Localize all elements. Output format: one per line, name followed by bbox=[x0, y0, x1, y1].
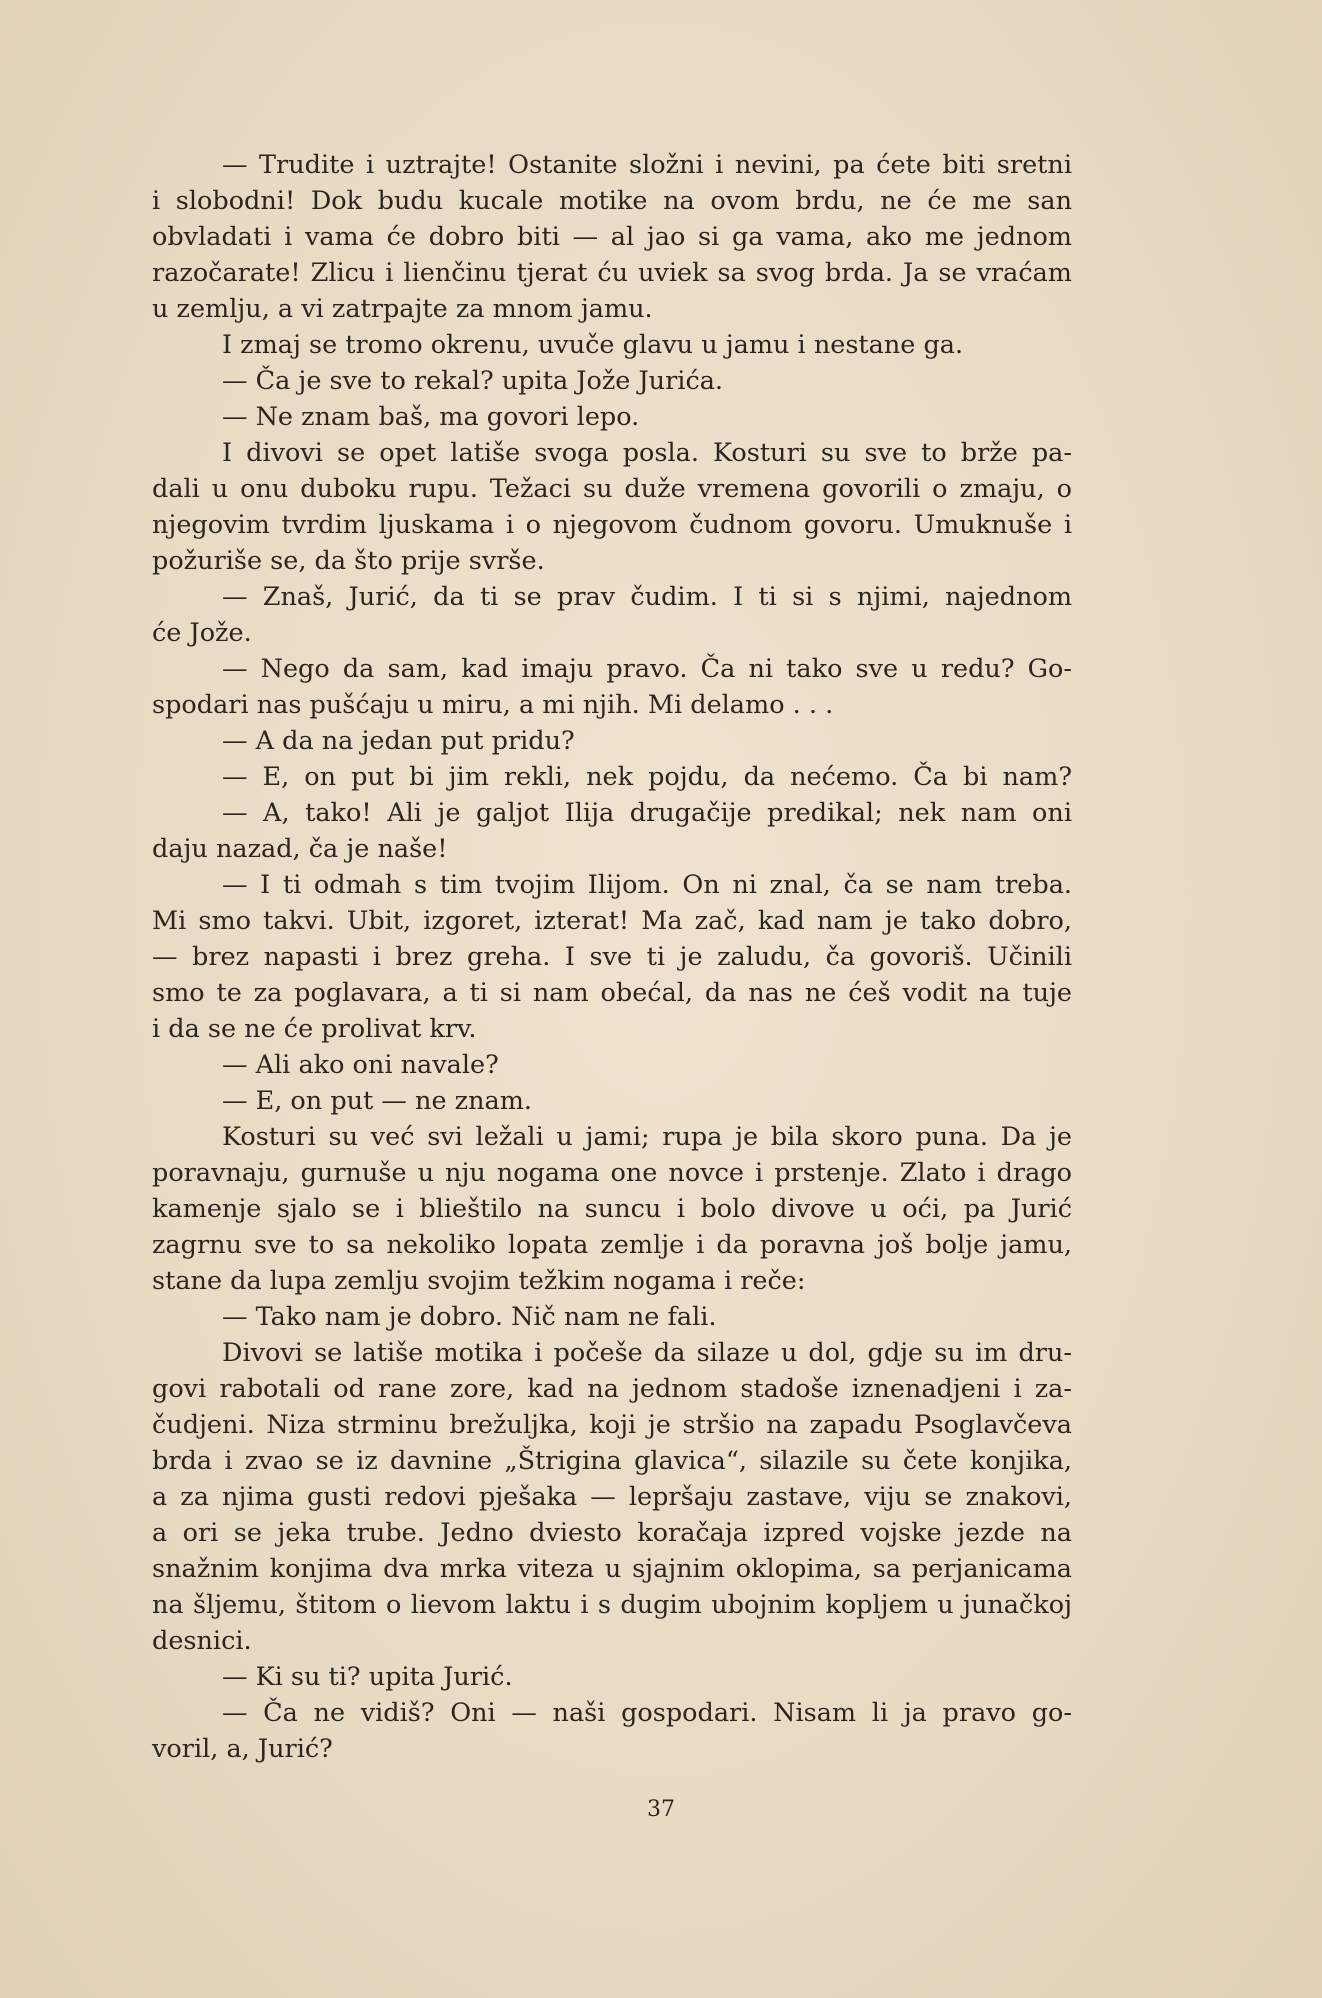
text-line: i slobodni! Dok budu kucale motike na ovom brdu, ne će me san bbox=[152, 186, 1072, 216]
text-line: snažnim konjima dva mrka viteza u sjajnim oklopima, sa perjanicama bbox=[152, 1554, 1072, 1584]
text-line: — Ča ne vidiš? Oni — naši gospodari. Nisam li ja pravo go- bbox=[222, 1698, 1072, 1728]
text-line: govi rabotali od rane zore, kad na jednom stadoše iznenadjeni i za- bbox=[152, 1374, 1072, 1404]
text-line: njegovim tvrdim ljuskama i o njegovom čudnom govoru. Umuknuše i bbox=[152, 510, 1072, 540]
text-line: — Ali ako oni navale? bbox=[222, 1050, 499, 1080]
text-line: daju nazad, ča je naše! bbox=[152, 834, 448, 864]
text-line: Mi smo takvi. Ubit, izgoret, izterat! Ma zač, kad nam je tako dobro, bbox=[152, 906, 1072, 936]
text-line: — Trudite i uztrajte! Ostanite složni i nevini, pa ćete biti sretni bbox=[222, 150, 1072, 180]
text-line: — E, on put — ne znam. bbox=[222, 1086, 532, 1116]
text-line: — A, tako! Ali je galjot Ilija drugačije predikal; nek nam oni bbox=[222, 798, 1072, 828]
text-line: — Ki su ti? upita Jurić. bbox=[222, 1662, 513, 1692]
text-line: će Jože. bbox=[152, 618, 252, 648]
text-line: a ori se jeka trube. Jedno dviesto koračaja izpred vojske jezde na bbox=[152, 1518, 1072, 1548]
text-line: dali u onu duboku rupu. Težaci su duže vremena govorili o zmaju, o bbox=[152, 474, 1072, 504]
text-line: desnici. bbox=[152, 1626, 252, 1656]
text-line: a za njima gusti redovi pješaka — lepršaju zastave, viju se znakovi, bbox=[152, 1482, 1072, 1512]
body-text bbox=[152, 147, 1072, 1767]
text-line: požuriše se, da što prije svrše. bbox=[152, 546, 545, 576]
text-line: razočarate! Zlicu i lienčinu tjerat ću uviek sa svog brda. Ja se vraćam bbox=[152, 258, 1072, 288]
page-number: 37 bbox=[647, 1797, 675, 1822]
text-line: — I ti odmah s tim tvojim Ilijom. On ni znal, ča se nam treba. bbox=[222, 870, 1072, 900]
text-line: Kosturi su već svi ležali u jami; rupa je bila skoro puna. Da je bbox=[222, 1122, 1072, 1152]
text-line: brda i zvao se iz davnine „Štrigina glavica“, silazile su čete konjika, bbox=[152, 1446, 1072, 1476]
text-line: I zmaj se tromo okrenu, uvuče glavu u jamu i nestane ga. bbox=[222, 330, 964, 360]
text-line: smo te za poglavara, a ti si nam obećal, da nas ne ćeš vodit na tuje bbox=[152, 978, 1072, 1008]
text-line: — brez napasti i brez greha. I sve ti je zaludu, ča govoriš. Učinili bbox=[152, 942, 1072, 972]
text-line: I divovi se opet latiše svoga posla. Kosturi su sve to brže pa- bbox=[222, 438, 1072, 468]
text-line: stane da lupa zemlju svojim težkim nogama i reče: bbox=[152, 1266, 806, 1296]
text-line: — Tako nam je dobro. Nič nam ne fali. bbox=[222, 1302, 717, 1332]
text-line: i da se ne će prolivat krv. bbox=[152, 1014, 477, 1044]
text-line: čudjeni. Niza strminu brežuljka, koji je stršio na zapadu Psoglavčeva bbox=[152, 1410, 1072, 1440]
text-line: u zemlju, a vi zatrpajte za mnom jamu. bbox=[152, 294, 653, 324]
text-line: — Ne znam baš, ma govori lepo. bbox=[222, 402, 640, 432]
text-line: — Nego da sam, kad imaju pravo. Ča ni tako sve u redu? Go- bbox=[222, 654, 1072, 684]
text-line: poravnaju, gurnuše u nju nogama one novce i prstenje. Zlato i drago bbox=[152, 1158, 1072, 1188]
text-line: na šljemu, štitom o lievom laktu i s dugim ubojnim kopljem u junačkoj bbox=[152, 1590, 1072, 1620]
text-line: spodari nas pušćaju u miru, a mi njih. Mi delamo . . . bbox=[152, 690, 834, 720]
text-line: kamenje sjalo se i blieštilo na suncu i bolo divove u oći, pa Jurić bbox=[152, 1194, 1072, 1224]
text-line: — Ča je sve to rekal? upita Jože Jurića. bbox=[222, 366, 724, 396]
text-line: — Znaš, Jurić, da ti se prav čudim. I ti si s njimi, najednom bbox=[222, 582, 1072, 612]
text-line: — E, on put bi jim rekli, nek pojdu, da nećemo. Ča bi nam? bbox=[222, 762, 1072, 792]
text-line: zagrnu sve to sa nekoliko lopata zemlje i da poravna još bolje jamu, bbox=[152, 1230, 1072, 1260]
text-line: — A da na jedan put pridu? bbox=[222, 726, 575, 756]
text-line: Divovi se latiše motika i počeše da silaze u dol, gdje su im dru- bbox=[222, 1338, 1072, 1368]
text-line: obvladati i vama će dobro biti — al jao si ga vama, ako me jednom bbox=[152, 222, 1072, 252]
text-line: voril, a, Jurić? bbox=[152, 1734, 333, 1764]
